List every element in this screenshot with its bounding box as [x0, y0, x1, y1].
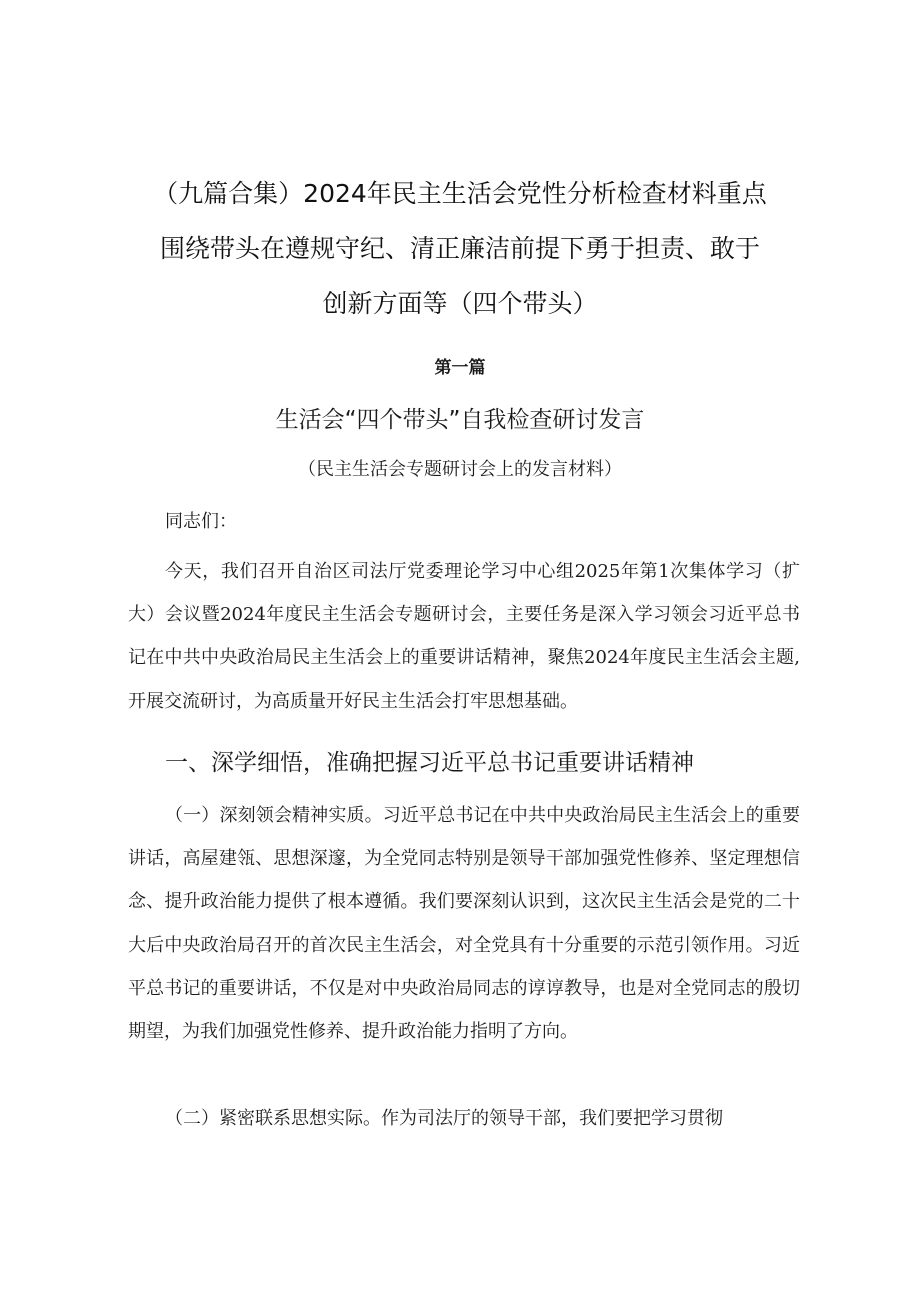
- salutation: 同志们：: [165, 511, 237, 532]
- title-line: 围绕带头在遵规守纪、清正廉洁前提下勇于担责、敢于: [159, 234, 760, 263]
- speech-title: 生活会“四个带头”自我检查研讨发言: [275, 407, 645, 433]
- intro-paragraph: 今天，我们召开自治区司法厅党委理论学习中心组2025年第1次集体学习（扩大）会议暨2024年度民主生活会专题研讨会，主要任务是深入学习领会习近平总书记在中共中央政治局民主生活会上的重要讲话精神，聚焦2024年度民主生活会主题,开展交流研讨，为高质量开好民主生活会打牢思想基础。: [128, 561, 800, 712]
- body-paragraph: （二）紧密联系思想实际。作为司法厅的领导干部，我们要把学习贯彻: [165, 1108, 723, 1129]
- speech-subtitle: （民主生活会专题研讨会上的发言材料）: [298, 459, 622, 480]
- title-line: （九篇合集）2024年民主生活会党性分析检查材料重点: [153, 179, 767, 208]
- chapter-label: 第一篇: [434, 358, 486, 378]
- document-title: [150, 166, 770, 331]
- body-paragraph: （一）深刻领会精神实质。习近平总书记在中共中央政治局民主生活会上的重要讲话，高屋建瓴、思想深邃，为全党同志特别是领导干部加强党性修养、坚定理想信念、提升政治能力提供了根本遵循。我们要深刻认识到，这次民主生活会是党的二十大后中央政治局召开的首次民主生活会，对全党具有十分重要的示范引领作用。习近平总书记的重要讲话，不仅是对中央政治局同志的谆谆教导，也是对全党同志的殷切期望，为我们加强党性修养、提升政治能力指明了方向。: [128, 805, 800, 1043]
- section-heading: 一、深学细悟，准确把握习近平总书记重要讲话精神: [165, 750, 694, 776]
- title-line: 创新方面等（四个带头）: [322, 289, 598, 318]
